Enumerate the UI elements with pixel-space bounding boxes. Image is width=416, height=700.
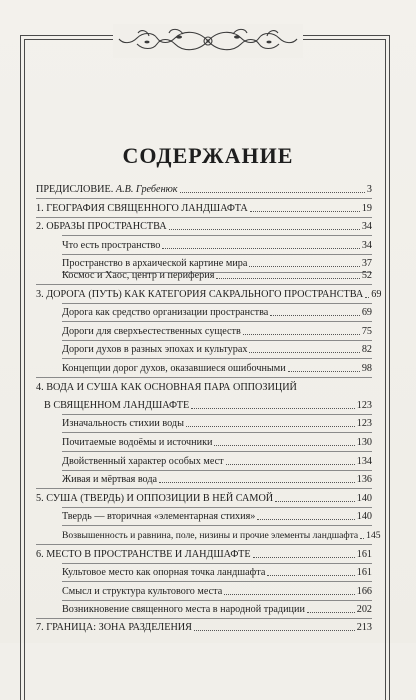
toc-entry-page: 140 bbox=[356, 511, 372, 522]
toc-entry-page: 213 bbox=[356, 622, 372, 633]
leader-dots bbox=[194, 629, 355, 631]
divider bbox=[36, 198, 372, 199]
divider bbox=[62, 507, 372, 508]
toc-entry-title: Культовое место как опорная точка ландшафта bbox=[62, 567, 266, 578]
toc-entry-page: 82 bbox=[361, 344, 372, 355]
leader-dots bbox=[180, 191, 365, 193]
page-title: СОДЕРЖАНИЕ bbox=[122, 143, 294, 168]
toc-entry-page: 37 bbox=[361, 258, 372, 269]
toc-entry-title: Твердь — вторичная «элементарная стихия» bbox=[62, 511, 256, 522]
toc-entry-page: 136 bbox=[356, 474, 372, 485]
leader-dots bbox=[226, 463, 355, 465]
toc-entry bbox=[62, 324, 372, 338]
toc-entry-title: 3. ДОРОГА (ПУТЬ) КАК КАТЕГОРИЯ САКРАЛЬНОГО ПРОСТРАНСТВА bbox=[36, 289, 364, 300]
toc-entry bbox=[36, 287, 382, 301]
toc-entry-page: 75 bbox=[361, 326, 372, 337]
divider bbox=[62, 432, 372, 433]
toc-entry-title: 7. ГРАНИЦА: ЗОНА РАЗДЕЛЕНИЯ bbox=[36, 622, 192, 633]
leader-dots bbox=[360, 537, 364, 539]
toc-entry bbox=[62, 584, 372, 598]
toc-entry-title: Почитаемые водоёмы и источники bbox=[62, 437, 213, 448]
toc-entry bbox=[36, 547, 372, 561]
leader-dots bbox=[270, 314, 360, 316]
toc-entry-title: 6. МЕСТО В ПРОСТРАНСТВЕ И ЛАНДШАФТЕ bbox=[36, 549, 251, 560]
divider bbox=[36, 618, 372, 619]
toc-entry-title: Возникновение священного места в народной традиции bbox=[62, 604, 305, 615]
toc-entry bbox=[62, 528, 381, 542]
divider bbox=[36, 377, 372, 378]
toc-entry-title: Космос и Хаос, центр и периферия bbox=[62, 270, 215, 281]
toc-entry-title: Двойственный характер особых мест bbox=[62, 456, 224, 467]
divider bbox=[62, 563, 372, 564]
divider bbox=[62, 414, 372, 415]
toc-entry-title: 2. ОБРАЗЫ ПРОСТРАНСТВА bbox=[36, 221, 167, 232]
divider bbox=[36, 217, 372, 218]
toc-entry-title: Что есть пространство bbox=[62, 240, 161, 251]
toc-entry bbox=[62, 416, 372, 430]
toc-entry-title: Изначальность стихии воды bbox=[62, 418, 184, 429]
divider bbox=[62, 600, 372, 601]
leader-dots bbox=[307, 611, 355, 613]
divider bbox=[36, 284, 372, 285]
leader-dots bbox=[243, 333, 360, 335]
toc-entry-title: Возвышенность и равнина, поле, низины и прочие элементы ландшафта bbox=[62, 530, 359, 541]
toc-entry-title: Смысл и структура культового места bbox=[62, 586, 223, 597]
divider bbox=[62, 470, 372, 471]
toc-entry-author: А.В. Гребенюк bbox=[115, 184, 178, 195]
divider bbox=[62, 254, 372, 255]
leader-dots bbox=[186, 425, 355, 427]
divider bbox=[62, 581, 372, 582]
toc-entry-page: 34 bbox=[361, 221, 372, 232]
leader-dots bbox=[191, 407, 355, 409]
toc-entry-page: 140 bbox=[356, 493, 372, 504]
toc-entry-title: Дороги духов в разных эпохах и культурах bbox=[62, 344, 248, 355]
toc-entry-page: 69 bbox=[371, 289, 382, 300]
leader-dots bbox=[169, 228, 360, 230]
divider bbox=[62, 303, 372, 304]
toc-entry-page: 166 bbox=[356, 586, 372, 597]
divider bbox=[36, 544, 372, 545]
toc-entry-page: 161 bbox=[356, 567, 372, 578]
toc-entry-page: 3 bbox=[366, 184, 372, 195]
leader-dots bbox=[249, 351, 359, 353]
toc-entry-page: 69 bbox=[361, 307, 372, 318]
leader-dots bbox=[214, 444, 354, 446]
toc-entry-page: 52 bbox=[361, 270, 372, 281]
toc-entry-title: 5. СУША (ТВЕРДЬ) И ОППОЗИЦИИ В НЕЙ САМОЙ bbox=[36, 493, 274, 504]
divider bbox=[62, 321, 372, 322]
leader-dots bbox=[288, 370, 360, 372]
toc-entry-title: Пространство в архаической картине мира bbox=[62, 258, 248, 269]
toc-entry bbox=[36, 380, 372, 394]
toc-entry-page: 123 bbox=[356, 400, 372, 411]
toc-entry-title: Дороги для сверхъестественных существ bbox=[62, 326, 241, 337]
toc-entry bbox=[36, 620, 372, 634]
toc-entry-page: 130 bbox=[356, 437, 372, 448]
toc-entry-page: 202 bbox=[356, 604, 372, 615]
toc-entry-page: 19 bbox=[361, 203, 372, 214]
leader-dots bbox=[216, 277, 359, 279]
divider bbox=[62, 340, 372, 341]
toc-entry bbox=[62, 435, 372, 449]
toc-entry bbox=[62, 509, 372, 523]
toc-entry-title: ПРЕДИСЛОВИЕ. bbox=[36, 184, 114, 195]
leader-dots bbox=[253, 556, 355, 558]
leader-dots bbox=[267, 574, 354, 576]
leader-dots bbox=[159, 481, 355, 483]
divider bbox=[62, 451, 372, 452]
toc-entry bbox=[36, 201, 372, 215]
toc-entry-title: Живая и мёртвая вода bbox=[62, 474, 158, 485]
toc-entry bbox=[62, 342, 372, 356]
toc-entry-title: В СВЯЩЕННОМ ЛАНДШАФТЕ bbox=[44, 400, 190, 411]
leader-dots bbox=[224, 593, 354, 595]
toc-entry bbox=[62, 454, 372, 468]
toc-entry bbox=[62, 268, 372, 282]
toc-entry bbox=[62, 472, 372, 486]
toc-entry-page: 161 bbox=[356, 549, 372, 560]
toc-entry-page: 145 bbox=[366, 530, 381, 541]
leader-dots bbox=[250, 210, 360, 212]
toc-entry-continuation bbox=[44, 398, 372, 412]
divider bbox=[62, 358, 372, 359]
toc-entry bbox=[62, 602, 372, 616]
toc-entry bbox=[36, 182, 372, 196]
divider bbox=[36, 488, 372, 489]
leader-dots bbox=[257, 518, 354, 520]
toc-entry-page: 34 bbox=[361, 240, 372, 251]
leader-dots bbox=[365, 296, 369, 298]
leader-dots bbox=[162, 247, 359, 249]
toc-entry bbox=[62, 361, 372, 375]
divider bbox=[62, 235, 372, 236]
divider bbox=[62, 525, 372, 526]
toc-entry-title: Концепции дорог духов, оказавшиеся ошибочными bbox=[62, 363, 286, 374]
toc-entry-title: 4. ВОДА И СУША КАК ОСНОВНАЯ ПАРА ОППОЗИЦИЙ bbox=[36, 382, 297, 393]
toc-entry-page: 98 bbox=[361, 363, 372, 374]
toc-entry-page: 123 bbox=[356, 418, 372, 429]
toc-entry bbox=[62, 565, 372, 579]
toc-entry-title: 1. ГЕОГРАФИЯ СВЯЩЕННОГО ЛАНДШАФТА bbox=[36, 203, 248, 214]
leader-dots bbox=[275, 500, 355, 502]
toc-entry bbox=[36, 219, 372, 233]
leader-dots bbox=[249, 265, 359, 267]
toc-entry-page: 134 bbox=[356, 456, 372, 467]
toc-entry bbox=[62, 238, 372, 252]
toc-entry bbox=[62, 305, 372, 319]
toc-entry-title: Дорога как средство организации пространства bbox=[62, 307, 269, 318]
toc-entry bbox=[36, 491, 372, 505]
